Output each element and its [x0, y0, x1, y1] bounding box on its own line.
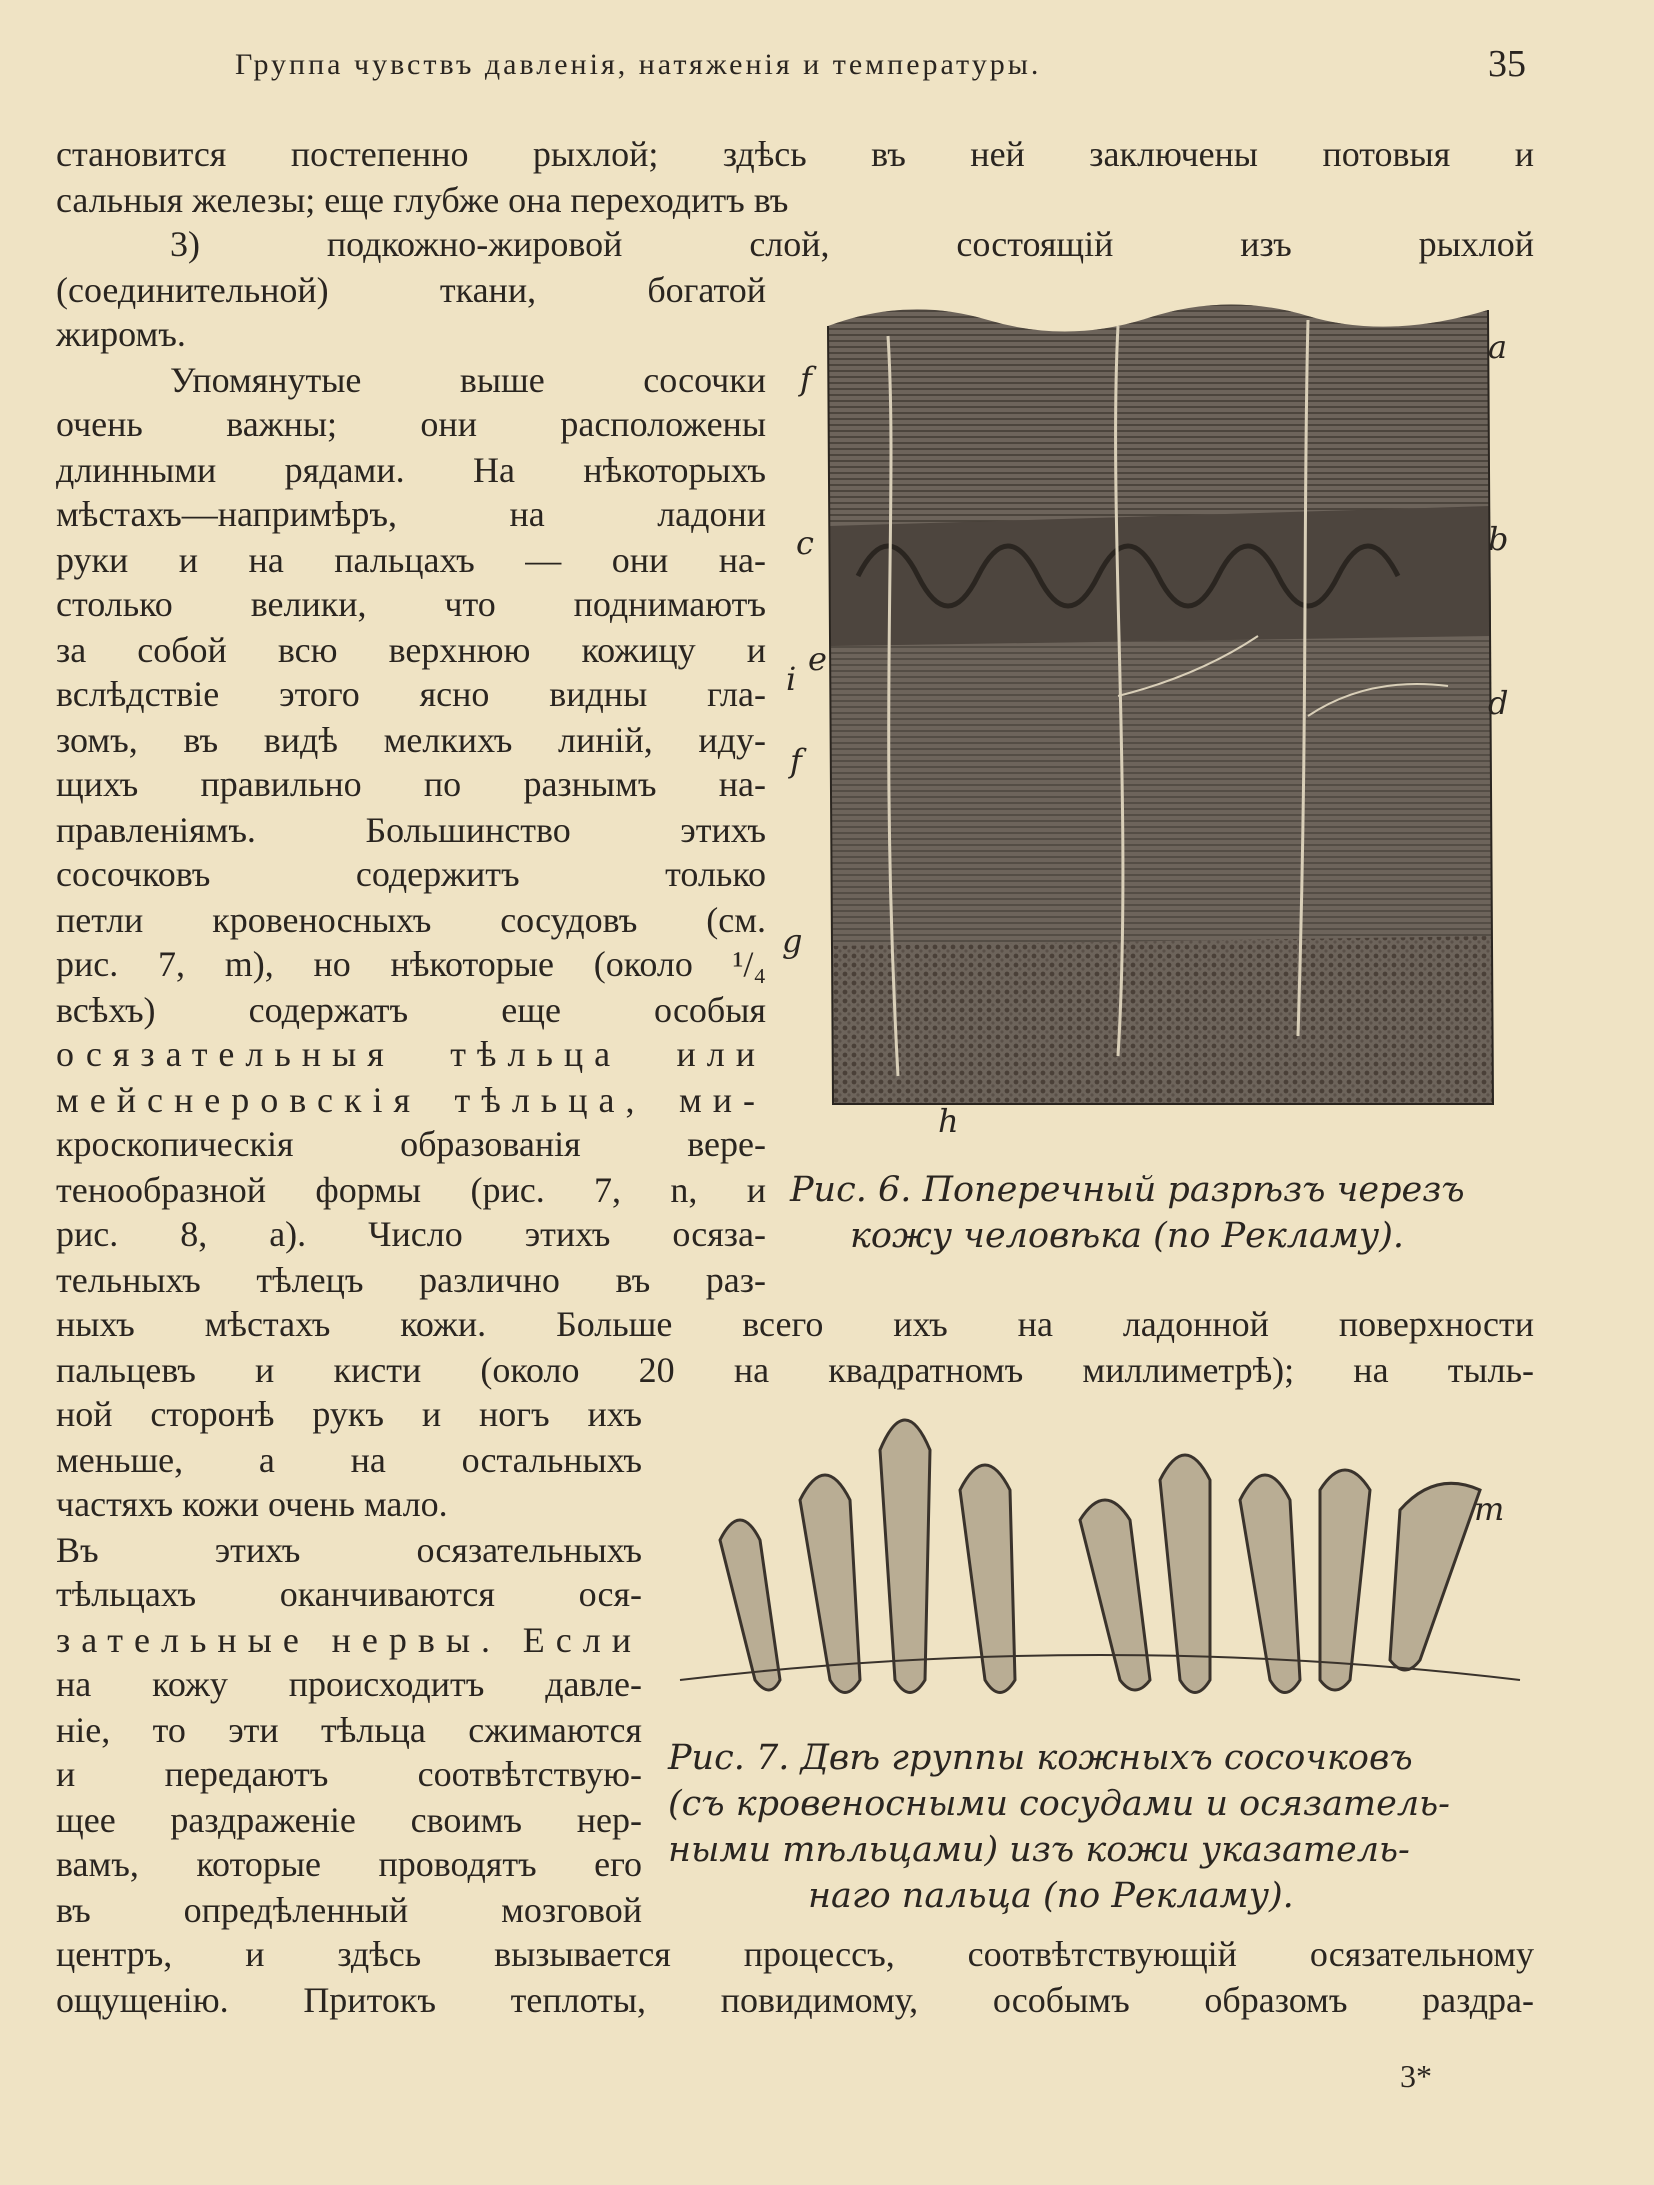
body-line: правленіямъ. Большинство этихъ — [56, 810, 766, 850]
body-line: столько велики, что поднимаютъ — [56, 584, 766, 624]
body-line: ной сторонѣ рукъ и ногъ ихъ — [56, 1394, 642, 1434]
fig6-label-e: e — [808, 640, 827, 678]
fig6-label-h: h — [938, 1102, 959, 1140]
body-line: мейснеровскія тѣльца, ми- — [56, 1080, 766, 1120]
body-line: становится постепенно рыхлой; здѣсь въ ней заключены потовыя и — [56, 134, 1534, 174]
body-line: центръ, и здѣсь вызывается процессъ, соотвѣтствующій осязательному — [56, 1934, 1534, 1974]
figure-6-skin-section — [788, 296, 1603, 1156]
fig7-caption: (съ кровеносными сосудами и осязатель- — [668, 1784, 1450, 1824]
body-line: длинными рядами. На нѣкоторыхъ — [56, 450, 766, 490]
body-line: ніе, то эти тѣльца сжимаются — [56, 1710, 642, 1750]
body-line: зомъ, въ видѣ мелкихъ линій, иду- — [56, 720, 766, 760]
body-line: меньше, а на остальныхъ — [56, 1440, 642, 1480]
body-line: петли кровеносныхъ сосудовъ (см. — [56, 900, 766, 940]
body-line: сосочковъ содержитъ только — [56, 854, 766, 894]
body-line: вамъ, которые проводятъ его — [56, 1844, 642, 1884]
fig7-label-m: m — [1474, 1490, 1505, 1528]
body-line: щее раздраженіе своимъ нер- — [56, 1800, 642, 1840]
body-line: всѣхъ) содержатъ еще особыя — [56, 990, 766, 1030]
body-line: тельныхъ тѣлецъ различно въ раз- — [56, 1260, 766, 1300]
fig6-label-a: a — [1488, 328, 1508, 366]
fig6-label-g: g — [782, 922, 803, 960]
body-line: частяхъ кожи очень мало. — [56, 1484, 448, 1524]
body-line: сальныя железы; еще глубже она переходитъ въ — [56, 180, 789, 220]
fig7-caption: наго пальца (по Рекламу). — [808, 1876, 1294, 1916]
body-line: руки и на пальцахъ — они на- — [56, 540, 766, 580]
fig6-caption: Рис. 6. Поперечный разрѣзъ черезъ — [790, 1170, 1465, 1210]
body-line: очень важны; они расположены — [56, 404, 766, 444]
body-line: мѣстахъ—напримѣръ, на ладони — [56, 494, 766, 534]
body-line: 3) подкожно-жировой слой, состоящій изъ рыхлой — [170, 224, 1534, 264]
fig6-label-d: d — [1488, 684, 1509, 722]
fig6-label-f2: f — [790, 742, 802, 780]
body-line: тѣльцахъ оканчиваются ося- — [56, 1574, 642, 1614]
body-line: ощущенію. Притокъ теплоты, повидимому, особымъ образомъ раздра- — [56, 1980, 1534, 2020]
fig7-caption: Рис. 7. Двѣ группы кожныхъ сосочковъ — [668, 1738, 1413, 1778]
body-line: пальцевъ и кисти (около 20 на квадратномъ миллиметрѣ); на тыль- — [56, 1350, 1534, 1390]
running-title: Группа чувствъ давленія, натяженія и температуры. — [235, 48, 1042, 81]
body-line: въ опредѣленный мозговой — [56, 1890, 642, 1930]
fig6-label-c: c — [796, 524, 814, 562]
body-line: и передаютъ соотвѣтствую- — [56, 1754, 642, 1794]
body-line: кроскопическія образованія вере- — [56, 1124, 766, 1164]
fig7-caption: ными тѣльцами) изъ кожи указатель- — [668, 1830, 1410, 1870]
body-line: рис. 7, m), но нѣкоторые (около ¹/₄ — [56, 944, 766, 984]
body-line: Въ этихъ осязательныхъ — [56, 1530, 642, 1570]
fig6-label-f: f — [800, 360, 812, 398]
page-number: 35 — [1488, 43, 1526, 85]
body-line: зательные нервы. Если — [56, 1620, 642, 1660]
fig6-label-i: i — [786, 660, 797, 698]
body-line: за собой всю верхнюю кожицу и — [56, 630, 766, 670]
signature-mark: 3* — [1400, 2058, 1432, 2094]
body-line: (соединительной) ткани, богатой — [56, 270, 766, 310]
body-line: щихъ правильно по разнымъ на- — [56, 764, 766, 804]
fig6-caption: кожу человѣка (по Рекламу). — [850, 1216, 1404, 1256]
body-line: Упомянутые выше сосочки — [170, 360, 766, 400]
body-line: осязательныя тѣльца или — [56, 1034, 766, 1074]
body-line: жиромъ. — [56, 314, 186, 354]
fig6-label-b: b — [1488, 520, 1509, 558]
body-line: на кожу происходитъ давле- — [56, 1664, 642, 1704]
body-line: ныхъ мѣстахъ кожи. Больше всего ихъ на ладонной поверхности — [56, 1304, 1534, 1344]
figure-7-papillae — [660, 1400, 1540, 1730]
body-line: тенообразной формы (рис. 7, n, и — [56, 1170, 766, 1210]
body-line: рис. 8, a). Число этихъ осяза- — [56, 1214, 766, 1254]
body-line: вслѣдствіе этого ясно видны гла- — [56, 674, 766, 714]
